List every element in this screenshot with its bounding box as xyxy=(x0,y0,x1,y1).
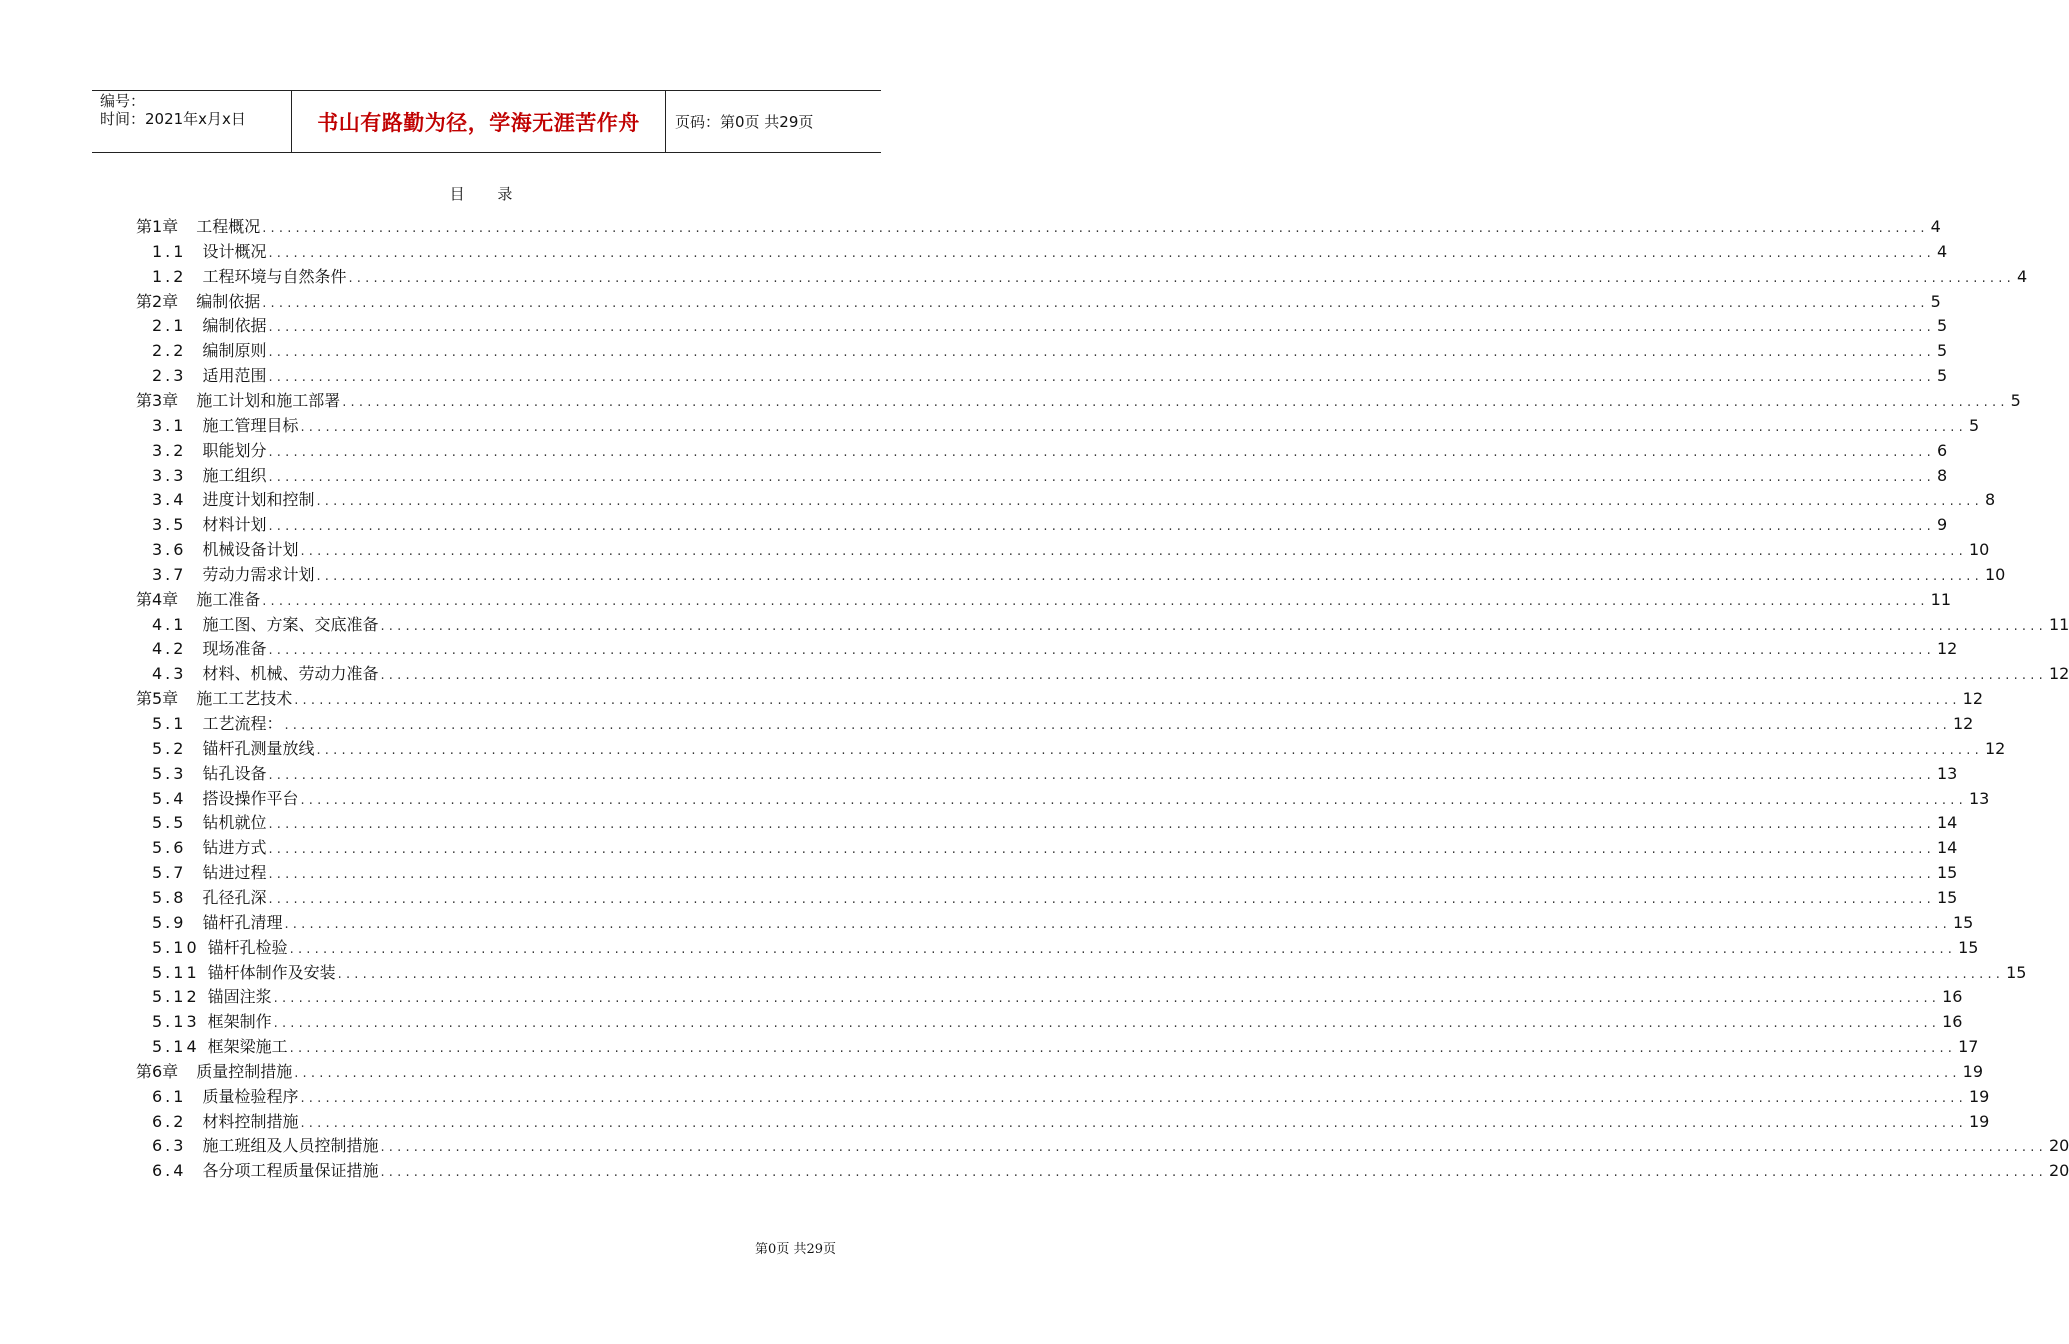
toc-dot-leader: ........................................................................................................................................................................................................ xyxy=(262,593,1929,609)
toc-entry[interactable] xyxy=(152,935,1979,960)
toc-entry-title: 锚杆体制作及安装 xyxy=(207,962,336,982)
toc-entry-number: 5.6 xyxy=(152,838,187,858)
header-motto: 书山有路勤为径，学海无涯苦作舟 xyxy=(317,110,640,135)
toc-entry-number: 5.10 xyxy=(152,937,200,957)
toc-entry[interactable] xyxy=(152,711,1974,736)
toc-entry-page: 5 xyxy=(1936,316,1948,336)
toc-entry[interactable] xyxy=(152,661,2069,686)
toc-entry-page: 6 xyxy=(1936,440,1948,460)
toc-entry[interactable] xyxy=(136,388,2021,413)
toc-entry-number: 3.1 xyxy=(152,415,187,435)
toc-entry[interactable] xyxy=(152,786,1990,811)
toc-entry-page: 17 xyxy=(1958,1037,1979,1057)
toc-entry-page: 8 xyxy=(1936,465,1948,485)
toc-entry-number: 2.2 xyxy=(152,341,187,361)
toc-dot-leader: ........................................................................................................................................................................................................ xyxy=(380,618,2047,634)
toc-entry[interactable] xyxy=(152,1133,2069,1158)
toc-entry-number: 5.14 xyxy=(152,1037,200,1057)
toc-entry-number: 第3章 xyxy=(136,390,179,410)
toc-entry-page: 5 xyxy=(1930,291,1941,311)
toc-entry-page: 12 xyxy=(1952,714,1974,733)
toc-entry-title: 搭设操作平台 xyxy=(202,788,299,808)
toc-entry-page: 11 xyxy=(1930,589,1952,609)
toc-entry-page: 9 xyxy=(1936,515,1948,535)
toc-entry[interactable] xyxy=(152,1034,1979,1059)
toc-entry-title: 现场准备 xyxy=(202,639,267,659)
toc-entry[interactable] xyxy=(152,736,2006,761)
toc-entry-title: 施工班组及人员控制措施 xyxy=(202,1136,379,1156)
toc-entry[interactable] xyxy=(152,1158,2069,1183)
toc-entry-number: 2.1 xyxy=(152,316,187,336)
toc-entry-page: 12 xyxy=(1962,689,1984,709)
toc-entry-page: 19 xyxy=(1968,1111,1990,1131)
toc-dot-leader: ........................................................................................................................................................................................................ xyxy=(289,1041,1957,1057)
toc-entry-title: 施工准备 xyxy=(196,589,261,609)
toc-dot-leader: ........................................................................................................................................................................................................ xyxy=(268,891,1935,907)
header-meta-cell xyxy=(92,91,292,152)
toc-entry-number: 第4章 xyxy=(136,589,179,609)
toc-entry-number: 6.3 xyxy=(152,1136,187,1156)
toc-entry[interactable] xyxy=(136,587,1952,612)
toc-entry[interactable] xyxy=(152,761,1958,786)
toc-entry-title: 编制依据 xyxy=(196,291,261,311)
toc-dot-leader: ........................................................................................................................................................................................................ xyxy=(316,494,1983,510)
toc-entry[interactable] xyxy=(152,338,1948,363)
toc-entry-number: 5.1 xyxy=(152,714,187,733)
toc-entry-title: 锚杆孔检验 xyxy=(207,937,288,957)
toc-entry-title: 各分项工程质量保证措施 xyxy=(202,1161,379,1181)
toc-entry[interactable] xyxy=(152,537,1990,562)
toc-entry[interactable] xyxy=(152,984,1963,1009)
toc-entry-title: 材料、机械、劳动力准备 xyxy=(202,664,379,684)
toc-dot-leader: ........................................................................................................................................................................................................ xyxy=(289,941,1957,957)
toc-entry-page: 16 xyxy=(1942,987,1963,1007)
toc-entry-number: 5.5 xyxy=(152,813,187,833)
toc-entry-number: 1.1 xyxy=(152,241,187,261)
toc-entry-page: 10 xyxy=(1984,564,2006,584)
toc-entry-number: 3.6 xyxy=(152,540,187,560)
toc-entry-title: 施工组织 xyxy=(202,465,267,485)
toc-entry[interactable] xyxy=(152,885,1958,910)
toc-entry-number: 5.7 xyxy=(152,863,187,883)
toc-entry[interactable] xyxy=(152,835,1958,860)
toc-dot-leader: ........................................................................................................................................................................................................ xyxy=(268,345,1935,361)
toc-entry[interactable] xyxy=(152,636,1958,661)
toc-entry-number: 6.4 xyxy=(152,1161,187,1181)
toc-entry-page: 12 xyxy=(1984,738,2006,758)
document-time-label: 时间：2021年x月x日 xyxy=(100,110,246,128)
toc-entry[interactable] xyxy=(152,313,1948,338)
toc-entry-page: 4 xyxy=(2016,266,2028,286)
toc-entry[interactable] xyxy=(152,910,1974,935)
toc-entry-number: 4.2 xyxy=(152,639,187,659)
toc-entry-title: 进度计划和控制 xyxy=(202,490,315,510)
toc-entry[interactable] xyxy=(152,239,1948,264)
toc-entry-title: 施工图、方案、交底准备 xyxy=(202,614,379,634)
toc-entry[interactable] xyxy=(152,264,2028,289)
toc-title: 目 录 xyxy=(449,185,527,203)
toc-entry-title: 材料计划 xyxy=(202,515,267,535)
toc-entry-title: 钻机就位 xyxy=(202,813,267,833)
toc-entry-title: 工程环境与自然条件 xyxy=(202,266,347,286)
toc-entry-page: 14 xyxy=(1936,838,1958,858)
toc-entry-number: 第1章 xyxy=(136,217,179,236)
toc-dot-leader: ........................................................................................................................................................................................................ xyxy=(268,767,1935,783)
toc-entry-title: 编制原则 xyxy=(202,341,267,361)
toc-entry-number: 5.13 xyxy=(152,1012,200,1032)
toc-entry-page: 12 xyxy=(1936,639,1958,659)
toc-entry-page: 12 xyxy=(2048,664,2069,684)
toc-dot-leader: ........................................................................................................................................................................................................ xyxy=(294,1065,1961,1081)
toc-entry-page: 15 xyxy=(2006,962,2027,982)
toc-entry-page: 16 xyxy=(1942,1012,1963,1032)
toc-dot-leader: ........................................................................................................................................................................................................ xyxy=(300,419,1967,435)
toc-entry-title: 劳动力需求计划 xyxy=(202,564,315,584)
toc-entry-number: 6.1 xyxy=(152,1086,187,1106)
toc-entry-number: 6.2 xyxy=(152,1111,187,1131)
toc-dot-leader: ........................................................................................................................................................................................................ xyxy=(268,370,1935,386)
toc-entry-title: 适用范围 xyxy=(202,366,267,386)
toc-entry-title: 职能划分 xyxy=(202,440,267,460)
toc-dot-leader: ........................................................................................................................................................................................................ xyxy=(273,1016,1941,1032)
toc-entry-number: 5.12 xyxy=(152,987,200,1007)
toc-dot-leader: ........................................................................................................................................................................................................ xyxy=(316,568,1983,584)
toc-dot-leader: ........................................................................................................................................................................................................ xyxy=(268,245,1935,261)
toc-entry-number: 第2章 xyxy=(136,291,179,311)
toc-entry-title: 钻孔设备 xyxy=(202,763,267,783)
toc-dot-leader: ........................................................................................................................................................................................................ xyxy=(268,643,1935,659)
toc-entry-page: 13 xyxy=(1968,788,1990,808)
toc-entry-title: 机械设备计划 xyxy=(202,540,299,560)
toc-entry-number: 5.4 xyxy=(152,788,187,808)
toc-entry-number: 2.3 xyxy=(152,366,187,386)
toc-dot-leader: ........................................................................................................................................................................................................ xyxy=(300,1115,1967,1131)
toc-entry-page: 8 xyxy=(1984,490,1996,510)
toc-dot-leader: ........................................................................................................................................................................................................ xyxy=(284,718,1951,733)
toc-entry-page: 20 xyxy=(2048,1161,2069,1181)
toc-entry-title: 钻进过程 xyxy=(202,863,267,883)
toc-entry-number: 4.3 xyxy=(152,664,187,684)
toc-entry-number: 5.8 xyxy=(152,887,187,907)
toc-dot-leader: ........................................................................................................................................................................................................ xyxy=(380,668,2047,684)
toc-entry-title: 施工管理目标 xyxy=(202,415,299,435)
toc-dot-leader: ........................................................................................................................................................................................................ xyxy=(294,693,1961,709)
toc-entry-number: 3.2 xyxy=(152,440,187,460)
toc-entry-number: 5.11 xyxy=(152,962,200,982)
toc-dot-leader: ........................................................................................................................................................................................................ xyxy=(348,270,2015,286)
toc-dot-leader: ........................................................................................................................................................................................................ xyxy=(316,742,1983,758)
toc-dot-leader: ........................................................................................................................................................................................................ xyxy=(284,916,1951,932)
toc-entry-page: 15 xyxy=(1958,937,1979,957)
toc-entry-title: 框架梁施工 xyxy=(207,1037,288,1057)
toc-dot-leader: ........................................................................................................................................................................................................ xyxy=(273,991,1941,1007)
toc-entry-title: 质量检验程序 xyxy=(202,1086,299,1106)
toc-entry[interactable] xyxy=(136,1059,1984,1084)
header-page-number: 页码：第0页 共29页 xyxy=(675,113,814,131)
toc-entry[interactable] xyxy=(152,1009,1963,1034)
toc-dot-leader: ........................................................................................................................................................................................................ xyxy=(300,792,1967,808)
toc-entry-number: 5.2 xyxy=(152,738,187,758)
toc-entry-title: 工程概况 xyxy=(196,217,261,236)
toc-entry-title: 工艺流程： xyxy=(202,714,283,733)
toc-dot-leader: ........................................................................................................................................................................................................ xyxy=(268,867,1935,883)
toc-entry-page: 5 xyxy=(2010,390,2021,410)
toc-entry[interactable] xyxy=(136,686,1984,711)
footer-page-number: 第0页 共29页 xyxy=(755,1242,836,1257)
toc-entry-number: 1.2 xyxy=(152,266,187,286)
document-number-label: 编号： xyxy=(100,92,146,110)
toc-entry-title: 框架制作 xyxy=(207,1012,272,1032)
toc-entry-page: 19 xyxy=(1962,1061,1984,1081)
toc-entry-page: 15 xyxy=(1952,912,1974,932)
toc-entry-number: 5.3 xyxy=(152,763,187,783)
toc-entry-number: 4.1 xyxy=(152,614,187,634)
toc-dot-leader: ........................................................................................................................................................................................................ xyxy=(300,544,1967,560)
toc-entry-title: 设计概况 xyxy=(202,241,267,261)
toc-entry[interactable] xyxy=(152,860,1958,885)
toc-entry-title: 施工工艺技术 xyxy=(196,689,293,709)
toc-entry[interactable] xyxy=(152,487,1996,512)
toc-entry[interactable] xyxy=(152,1084,1990,1109)
toc-entry-page: 10 xyxy=(1968,540,1990,560)
toc-entry[interactable] xyxy=(152,562,2006,587)
toc-entry-title: 施工计划和施工部署 xyxy=(196,390,341,410)
toc-dot-leader: ........................................................................................................................................................................................................ xyxy=(380,1140,2047,1156)
toc-entry-number: 第5章 xyxy=(136,689,179,709)
toc-dot-leader: ........................................................................................................................................................................................................ xyxy=(268,320,1935,336)
toc-entry-page: 19 xyxy=(1968,1086,1990,1106)
toc-entry[interactable] xyxy=(152,363,1948,388)
toc-entry[interactable] xyxy=(136,214,1941,239)
toc-entry[interactable] xyxy=(152,612,2069,637)
toc-entry-title: 钻进方式 xyxy=(202,838,267,858)
toc-entry-page: 4 xyxy=(1930,217,1941,236)
toc-entry[interactable] xyxy=(152,413,1980,438)
page-header xyxy=(92,90,881,153)
toc-entry[interactable] xyxy=(152,810,1958,835)
toc-entry-title: 材料控制措施 xyxy=(202,1111,299,1131)
toc-entry[interactable] xyxy=(152,512,1948,537)
toc-dot-leader: ........................................................................................................................................................................................................ xyxy=(262,221,1929,236)
toc-entry-number: 3.5 xyxy=(152,515,187,535)
toc-dot-leader: ........................................................................................................................................................................................................ xyxy=(268,519,1935,535)
toc-entry-number: 3.3 xyxy=(152,465,187,485)
toc-dot-leader: ........................................................................................................................................................................................................ xyxy=(268,469,1935,485)
toc-entry-page: 15 xyxy=(1936,863,1958,883)
toc-entry-title: 孔径孔深 xyxy=(202,887,267,907)
toc-entry-number: 第6章 xyxy=(136,1061,179,1081)
header-page-cell xyxy=(666,91,881,152)
toc-entry-title: 质量控制措施 xyxy=(196,1061,293,1081)
toc-dot-leader: ........................................................................................................................................................................................................ xyxy=(268,444,1935,460)
toc-entry-number: 5.9 xyxy=(152,912,187,932)
toc-entry-page: 11 xyxy=(2048,614,2069,634)
toc-dot-leader: ........................................................................................................................................................................................................ xyxy=(380,1165,2047,1181)
toc-entry[interactable] xyxy=(152,463,1948,488)
toc-entry-page: 20 xyxy=(2048,1136,2069,1156)
toc-dot-leader: ........................................................................................................................................................................................................ xyxy=(300,1090,1967,1106)
toc-entry-title: 锚固注浆 xyxy=(207,987,272,1007)
toc-entry[interactable] xyxy=(152,960,2027,985)
toc-entry[interactable] xyxy=(136,289,1941,314)
toc-entry-page: 5 xyxy=(1936,341,1948,361)
toc-entry-page: 14 xyxy=(1936,813,1958,833)
toc-dot-leader: ........................................................................................................................................................................................................ xyxy=(342,394,2009,410)
toc-entry-title: 编制依据 xyxy=(202,316,267,336)
toc-entry-page: 5 xyxy=(1968,415,1980,435)
toc-entry-page: 5 xyxy=(1936,366,1948,386)
toc-dot-leader: ........................................................................................................................................................................................................ xyxy=(268,842,1935,858)
toc-dot-leader: ........................................................................................................................................................................................................ xyxy=(262,295,1929,311)
toc-dot-leader: ........................................................................................................................................................................................................ xyxy=(268,817,1935,833)
toc-entry-number: 3.7 xyxy=(152,564,187,584)
toc-entry-page: 4 xyxy=(1936,241,1948,261)
toc-entry[interactable] xyxy=(152,438,1948,463)
toc-dot-leader: ........................................................................................................................................................................................................ xyxy=(337,966,2005,982)
toc-entry-title: 锚杆孔测量放线 xyxy=(202,738,315,758)
toc-entry-title: 锚杆孔清理 xyxy=(202,912,283,932)
toc-entry[interactable] xyxy=(152,1109,1990,1134)
header-motto-cell xyxy=(292,91,666,152)
toc-entry-number: 3.4 xyxy=(152,490,187,510)
toc-entry-page: 13 xyxy=(1936,763,1958,783)
toc-entry-page: 15 xyxy=(1936,887,1958,907)
